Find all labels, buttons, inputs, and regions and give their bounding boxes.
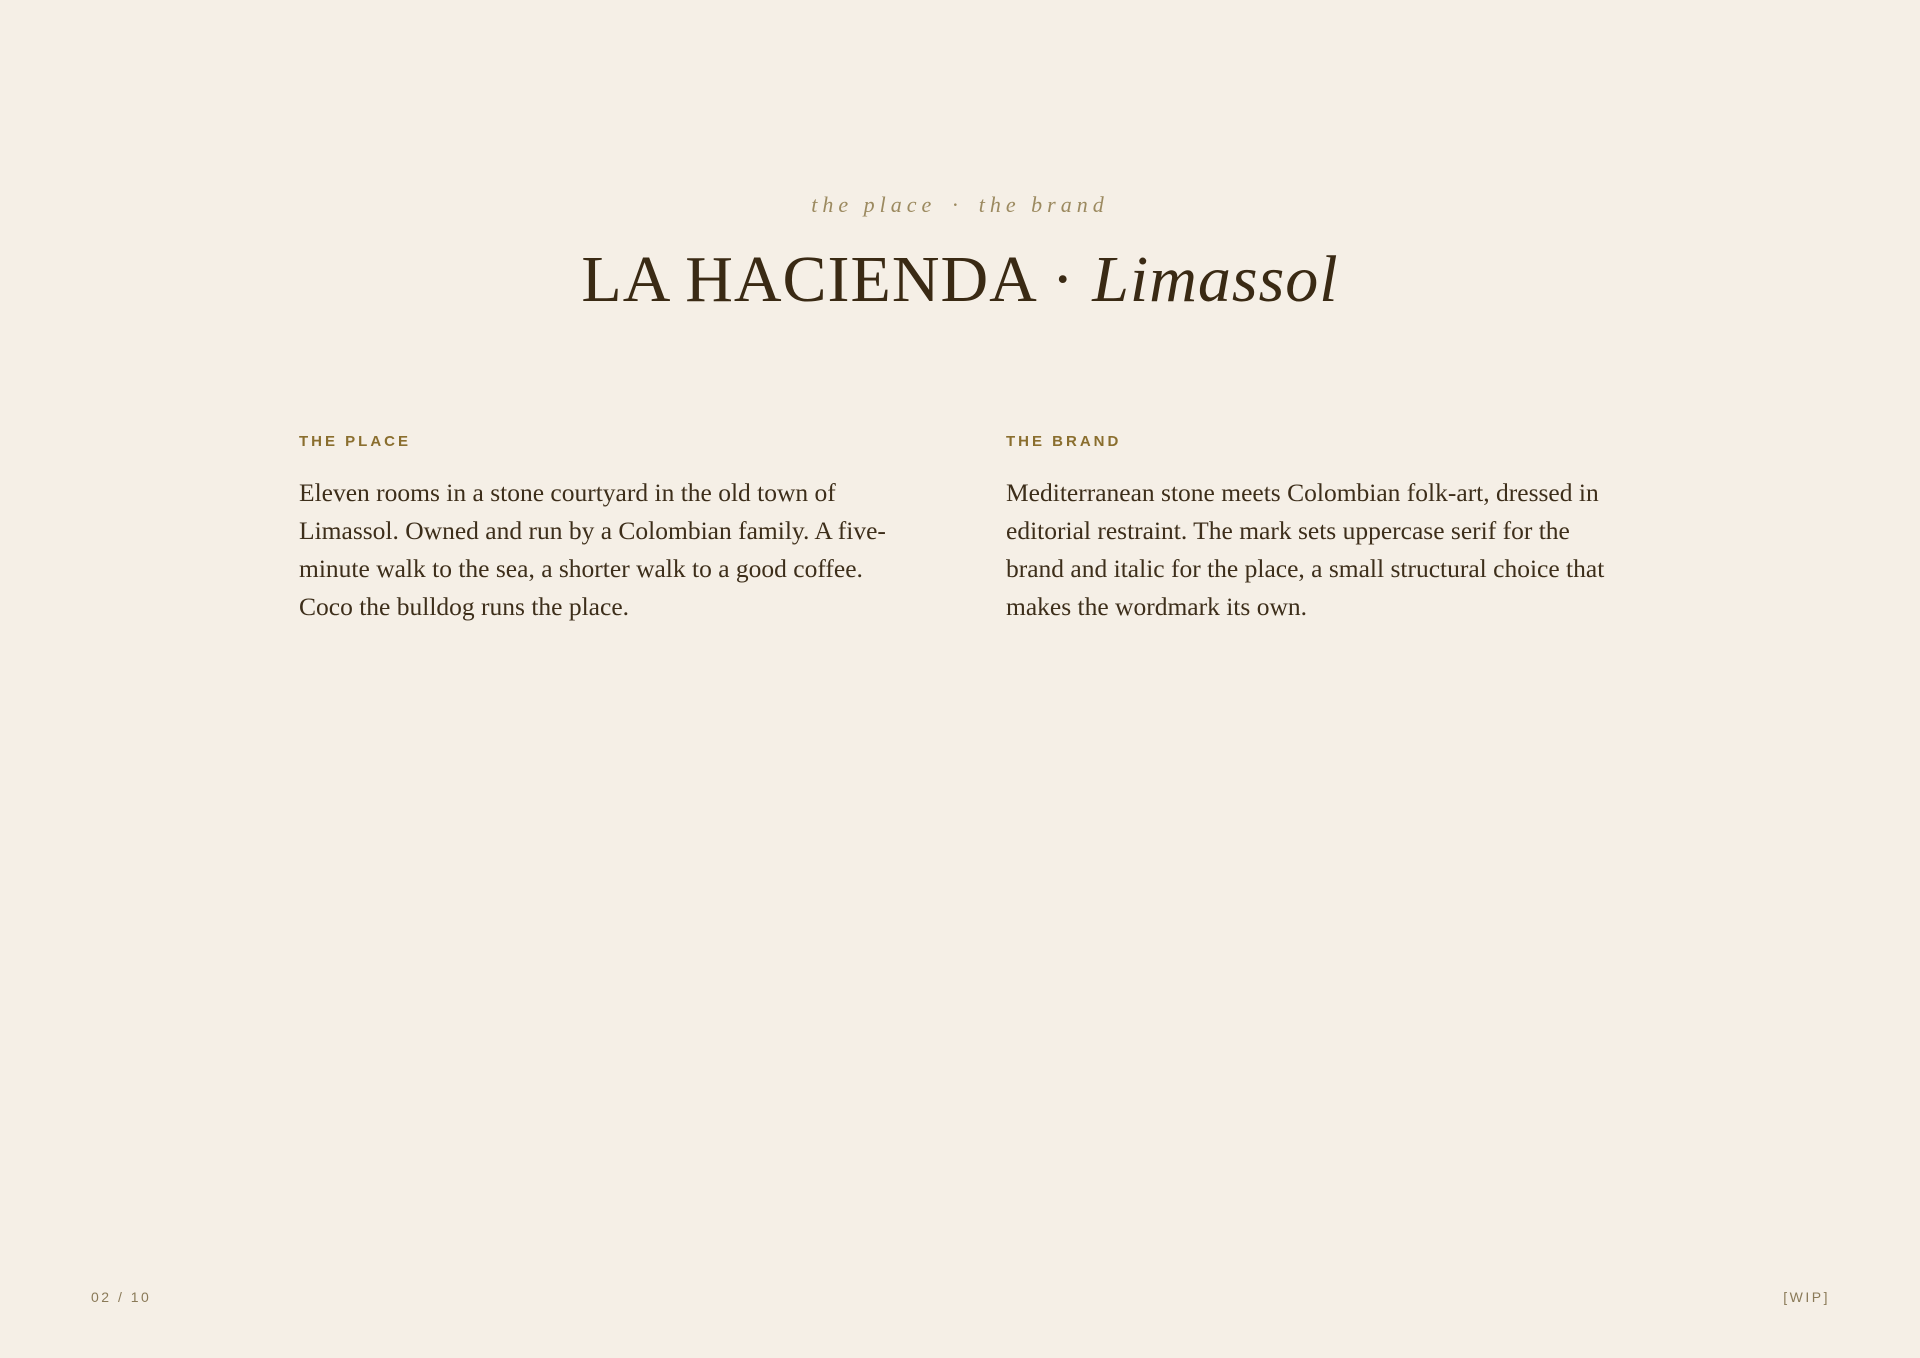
kicker-place: the place [811,192,937,217]
section-body: Eleven rooms in a stone courtyard in the old town of Limassol. Owned and run by a Colombian family. A five-minute walk to the sea, a shorter walk to a good coffee. Coco the bulldog runs the place. [299,478,886,621]
kicker-brand: the brand [978,192,1109,217]
title-brand: LA HACIENDA [581,243,1035,316]
status-badge: [WIP] [1783,1289,1830,1305]
title-separator: · [1051,243,1075,316]
section-the-place [299,432,919,626]
section-label: THE PLACE [299,433,412,450]
title-place: Limassol [1092,243,1339,316]
section-the-brand [1006,432,1626,626]
page-number: 02 / 10 [91,1289,152,1305]
section-body: Mediterranean stone meets Colombian folk-art, dressed in editorial restraint. The mark sets uppercase serif for the brand and italic for the place, a small structural choice that makes the wordmark its own. [1006,478,1605,621]
section-label: THE BRAND [1006,433,1122,450]
page-kicker [0,192,1920,218]
kicker-separator: · [952,192,963,217]
page-title [0,238,1920,322]
